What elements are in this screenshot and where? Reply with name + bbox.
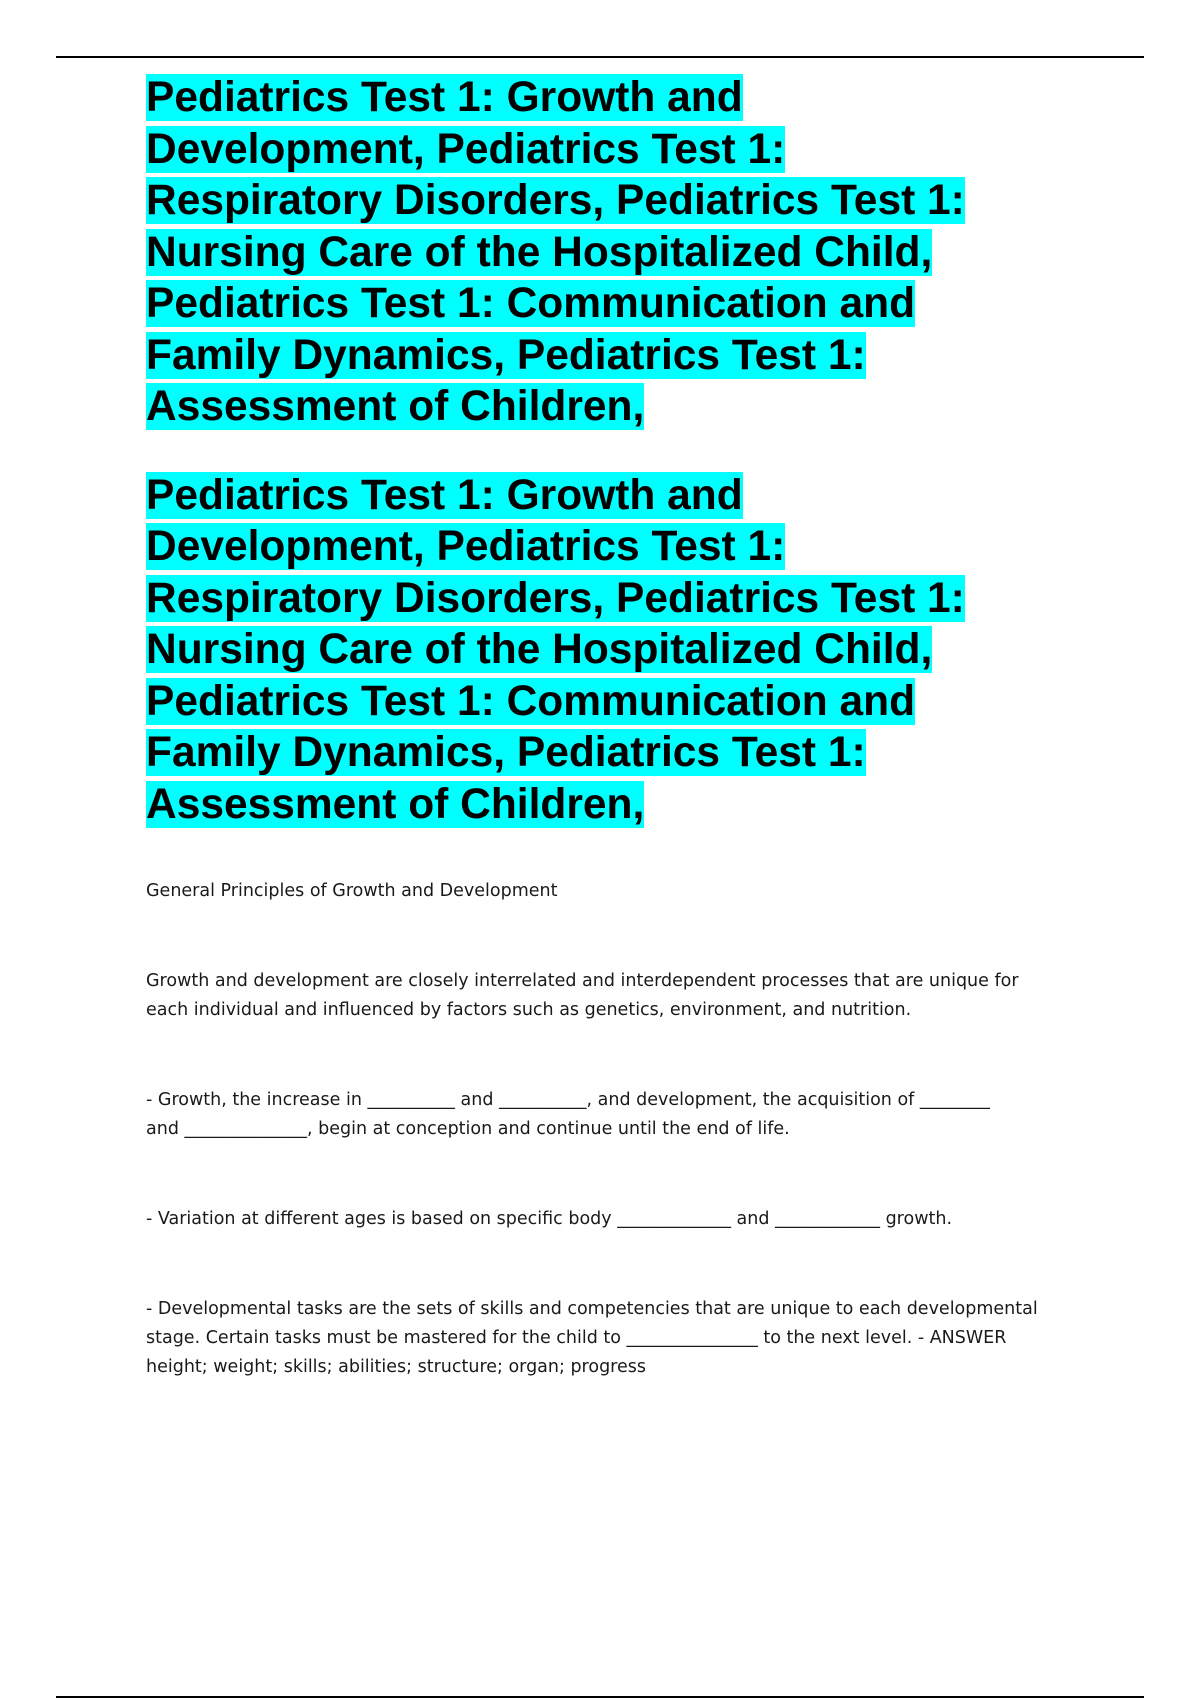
bullet-item-developmental-tasks: [146, 1295, 1086, 1382]
title-line: Family Dynamics, Pediatrics Test 1:: [146, 331, 866, 379]
section-heading: General Principles of Growth and Development: [146, 881, 558, 901]
title-line: Pediatrics Test 1: Communication and: [146, 280, 916, 327]
bullet-line: - Developmental tasks are the sets of skills and competencies that are unique to each developmental: [146, 1299, 1038, 1319]
title-line: Respiratory Disorders, Pediatrics Test 1:: [146, 177, 965, 224]
document-title-block-repeat: [146, 470, 1086, 831]
title-line: Family Dynamics, Pediatrics Test 1:: [146, 729, 866, 776]
top-rule: [56, 56, 1144, 58]
title-line: Pediatrics Test 1: Communication and: [146, 677, 916, 725]
title-line: Development, Pediatrics Test 1:: [146, 125, 786, 173]
bullet-line: stage. Certain tasks must be mastered for the child to _______________ to the next level. - ANSWER: [146, 1328, 1007, 1348]
title-line: Nursing Care of the Hospitalized Child,: [146, 228, 933, 276]
document-title-block: [146, 72, 1086, 433]
bullet-line: and ______________, begin at conception and continue until the end of life.: [146, 1119, 790, 1139]
bullet-line: - Variation at different ages is based on specific body _____________ and ____________ growth.: [146, 1209, 953, 1229]
title-line: Development, Pediatrics Test 1:: [146, 523, 786, 570]
title-line: Assessment of Children,: [146, 383, 645, 430]
bullet-item-growth: [146, 1086, 1086, 1144]
title-line: Nursing Care of the Hospitalized Child,: [146, 626, 933, 673]
bullet-item-variation: [146, 1205, 1086, 1234]
title-line: Assessment of Children,: [146, 780, 645, 828]
intro-paragraph: [146, 967, 1086, 1025]
title-line: Respiratory Disorders, Pediatrics Test 1:: [146, 574, 965, 622]
bullet-line: - Growth, the increase in __________ and __________, and development, the acquisition of ________: [146, 1090, 990, 1110]
answer-line: height; weight; skills; abilities; structure; organ; progress: [146, 1357, 646, 1377]
document-body: [146, 72, 1086, 1382]
paragraph-line: Growth and development are closely interrelated and interdependent processes that are unique for: [146, 971, 1019, 991]
paragraph-line: each individual and influenced by factors such as genetics, environment, and nutrition.: [146, 1000, 912, 1020]
bottom-rule: [56, 1696, 1144, 1698]
title-line: Pediatrics Test 1: Growth and: [146, 74, 743, 121]
title-line: Pediatrics Test 1: Growth and: [146, 471, 743, 519]
